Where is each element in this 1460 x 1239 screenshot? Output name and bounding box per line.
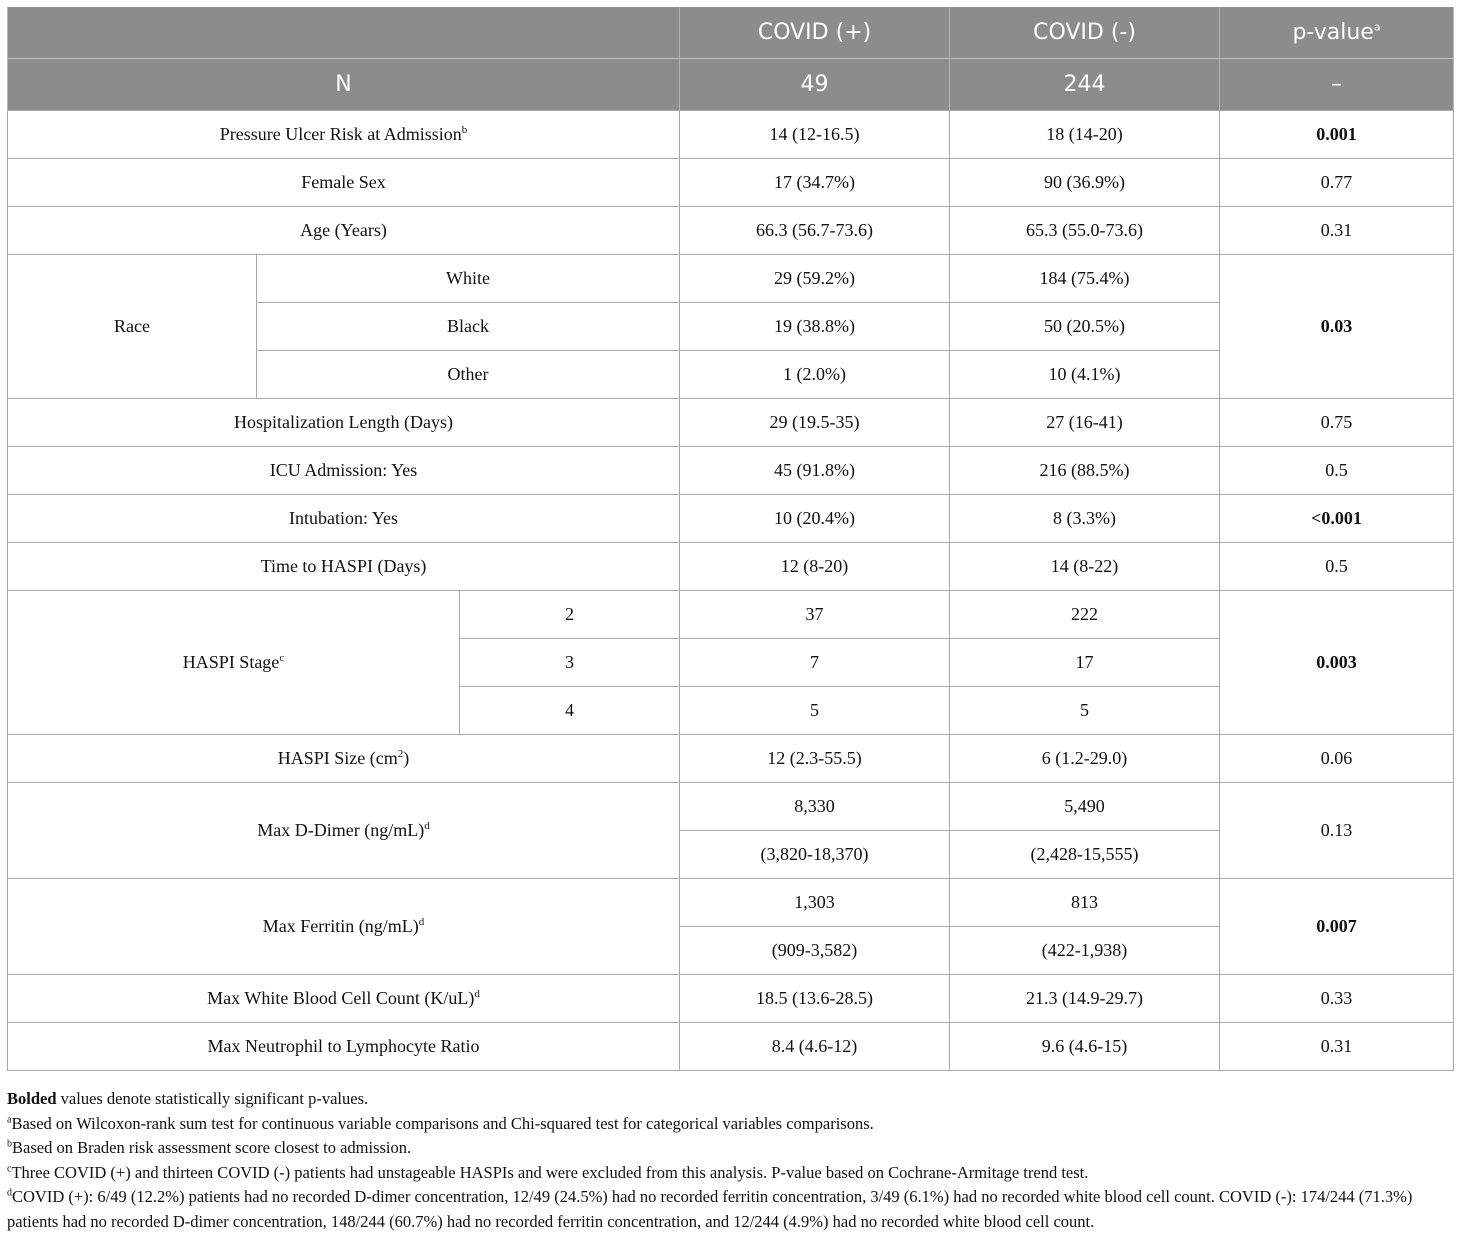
cell-covid-pos: 7 — [680, 639, 950, 687]
row-label: Pressure Ulcer Risk at Admission$^b$ — [8, 111, 680, 159]
table-row — [8, 111, 1454, 159]
cell-pvalue: 0.77 — [1220, 159, 1454, 207]
cell-covid-neg: 21.3 (14.9-29.7) — [950, 975, 1220, 1023]
footnote-c: $^c$Three COVID (+) and thirteen COVID (-) patients had unstageable HASPIs and were excluded from this analysis. P-value based on Cochrane-Armitage trend test. — [7, 1162, 1089, 1182]
cell-covid-pos: 1,303 — [680, 879, 950, 927]
table-row — [8, 159, 1454, 207]
row-label: ICU Admission: Yes — [8, 447, 680, 495]
cell-covid-pos: 17 (34.7%) — [680, 159, 950, 207]
n-row — [8, 59, 1454, 111]
cell-covid-pos: 29 (59.2%) — [680, 255, 950, 303]
cell-covid-neg: (2,428-15,555) — [950, 831, 1220, 879]
n-label: N — [8, 59, 680, 111]
row-label: Max Neutrophil to Lymphocyte Ratio — [8, 1023, 680, 1071]
cell-pvalue: 0.75 — [1220, 399, 1454, 447]
cell-pvalue: 0.13 — [1220, 783, 1454, 879]
table-row — [8, 495, 1454, 543]
cell-pvalue: 0.5 — [1220, 447, 1454, 495]
row-label: Age (Years) — [8, 207, 680, 255]
cell-pvalue: 0.33 — [1220, 975, 1454, 1023]
cell-covid-neg: 184 (75.4%) — [950, 255, 1220, 303]
cell-covid-pos: 12 (2.3-55.5) — [680, 735, 950, 783]
results-table-container — [7, 7, 1453, 1071]
cell-covid-pos: (3,820-18,370) — [680, 831, 950, 879]
header-covid-pos: COVID (+) — [680, 7, 950, 59]
table-row — [8, 735, 1454, 783]
cell-covid-neg: 17 — [950, 639, 1220, 687]
table-row — [8, 879, 1454, 927]
row-label: Max D-Dimer $(ng/mL)^d$ — [8, 783, 680, 879]
cell-covid-neg: 5 — [950, 687, 1220, 735]
n-covid-neg: 244 — [950, 59, 1220, 111]
cell-pvalue: 0.31 — [1220, 207, 1454, 255]
cell-covid-neg: (422-1,938) — [950, 927, 1220, 975]
n-pvalue: – — [1220, 59, 1454, 111]
cell-covid-neg: 8 (3.3%) — [950, 495, 1220, 543]
sub-label: Other — [257, 351, 680, 399]
cell-covid-pos: 12 (8-20) — [680, 543, 950, 591]
header-row — [8, 7, 1454, 59]
cell-pvalue: 0.001 — [1220, 111, 1454, 159]
table-footnotes — [7, 1087, 1453, 1234]
header-pvalue: p-value$^a$ — [1220, 7, 1454, 59]
sub-label: 3 — [460, 639, 680, 687]
sub-label: 4 — [460, 687, 680, 735]
footnote-a: $^a$Based on Wilcoxon-rank sum test for continuous variable comparisons and Chi-squared test for categorical variables comparisons. — [7, 1113, 874, 1133]
table-row — [8, 399, 1454, 447]
table-row — [8, 207, 1454, 255]
table-row — [8, 783, 1454, 831]
header-blank-cell — [8, 7, 680, 59]
cell-covid-pos: 66.3 (56.7-73.6) — [680, 207, 950, 255]
cell-covid-neg: 27 (16-41) — [950, 399, 1220, 447]
table-row — [8, 591, 1454, 639]
footnote-b: $^b$Based on Braden risk assessment score closest to admission. — [7, 1138, 412, 1157]
cell-pvalue: 0.31 — [1220, 1023, 1454, 1071]
cell-covid-pos: (909-3,582) — [680, 927, 950, 975]
cell-covid-pos: 8,330 — [680, 783, 950, 831]
cell-pvalue: 0.06 — [1220, 735, 1454, 783]
row-label-haspi-stage: HASPI Stage$^c$ — [8, 591, 460, 735]
cell-covid-pos: 37 — [680, 591, 950, 639]
row-label: Time to HASPI (Days) — [8, 543, 680, 591]
cell-covid-neg: 9.6 (4.6-15) — [950, 1023, 1220, 1071]
cell-covid-neg: 222 — [950, 591, 1220, 639]
cell-covid-pos: 5 — [680, 687, 950, 735]
cell-covid-neg: 65.3 (55.0-73.6) — [950, 207, 1220, 255]
table-row — [8, 447, 1454, 495]
cell-covid-neg: 6 (1.2-29.0) — [950, 735, 1220, 783]
cell-covid-neg: 5,490 — [950, 783, 1220, 831]
cell-covid-neg: 216 (88.5%) — [950, 447, 1220, 495]
table-row — [8, 975, 1454, 1023]
cell-pvalue: 0.003 — [1220, 591, 1454, 735]
row-label: HASPI Size $(cm^2)$ — [8, 735, 680, 783]
cell-covid-neg: 50 (20.5%) — [950, 303, 1220, 351]
cell-covid-pos: 8.4 (4.6-12) — [680, 1023, 950, 1071]
cell-covid-neg: 14 (8-22) — [950, 543, 1220, 591]
row-label-race: Race — [8, 255, 257, 399]
cell-covid-pos: 14 (12-16.5) — [680, 111, 950, 159]
cell-pvalue: 0.03 — [1220, 255, 1454, 399]
row-label: Female Sex — [8, 159, 680, 207]
cell-covid-pos: 1 (2.0%) — [680, 351, 950, 399]
cell-pvalue: <0.001 — [1220, 495, 1454, 543]
cell-covid-neg: 813 — [950, 879, 1220, 927]
footnote-d: $^d$COVID (+): 6/49 (12.2%) patients had no recorded D-dimer concentration, 12/49 (24.5%) had no recorded ferritin concentration, 3/49 (6.1%) had no recorded white blood cell count. COVID (-): 174/244 (71.3%) patients had no recorded D-dimer concentration, 148/244 (60.7%) had no recorded ferritin concentration, and 12/244 (4.9%) had no recorded white blood cell count. — [7, 1187, 1413, 1231]
cell-pvalue: 0.5 — [1220, 543, 1454, 591]
cell-covid-pos: 29 (19.5-35) — [680, 399, 950, 447]
cell-pvalue: 0.007 — [1220, 879, 1454, 975]
sub-label: 2 — [460, 591, 680, 639]
footnote-bolded: Bolded values denote statistically significant p-values. — [7, 1089, 369, 1108]
table-row — [8, 1023, 1454, 1071]
cell-covid-neg: 10 (4.1%) — [950, 351, 1220, 399]
row-label: Intubation: Yes — [8, 495, 680, 543]
cell-covid-neg: 18 (14-20) — [950, 111, 1220, 159]
cell-covid-neg: 90 (36.9%) — [950, 159, 1220, 207]
table-row — [8, 255, 1454, 303]
cell-covid-pos: 45 (91.8%) — [680, 447, 950, 495]
cell-covid-pos: 19 (38.8%) — [680, 303, 950, 351]
results-table — [7, 7, 1454, 1071]
row-label: Max Ferritin $(ng/mL)^d$ — [8, 879, 680, 975]
sub-label: Black — [257, 303, 680, 351]
row-label: Max White Blood Cell Count $(K/uL)^d$ — [8, 975, 680, 1023]
row-label: Hospitalization Length (Days) — [8, 399, 680, 447]
table-row — [8, 543, 1454, 591]
n-covid-pos: 49 — [680, 59, 950, 111]
header-covid-neg: COVID (-) — [950, 7, 1220, 59]
sub-label: White — [257, 255, 680, 303]
cell-covid-pos: 10 (20.4%) — [680, 495, 950, 543]
cell-covid-pos: 18.5 (13.6-28.5) — [680, 975, 950, 1023]
